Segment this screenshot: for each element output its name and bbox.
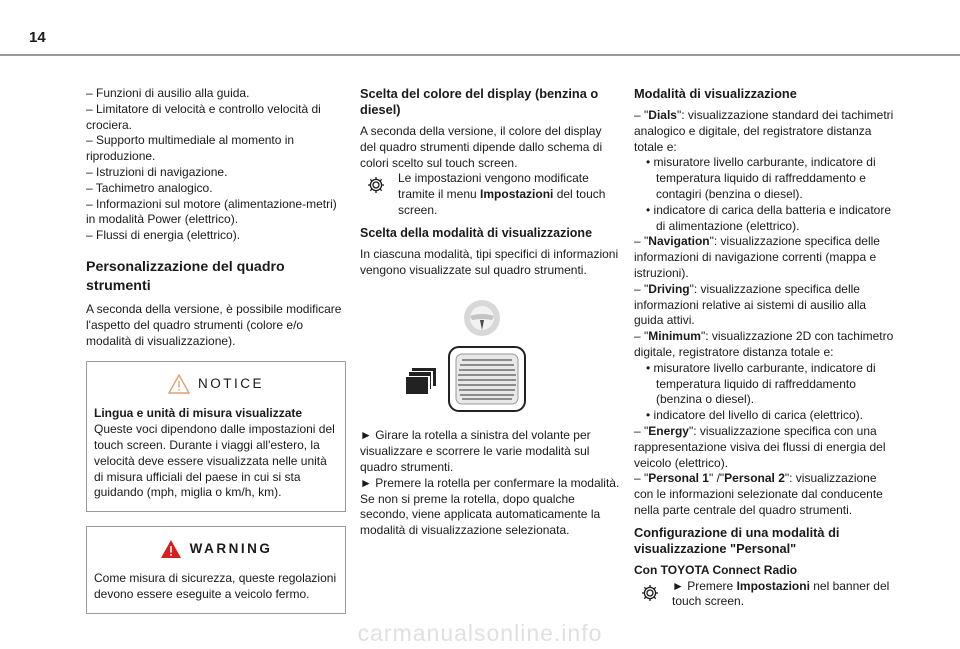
section-heading: Configurazione di una modalità di visualizzazione "Personal": [634, 524, 840, 556]
paragraph: Se non si preme la rotella, dopo qualche secondo, viene applicata automaticamente la modalità di visualizzazione selezionata.: [360, 491, 601, 538]
column-3: [634, 86, 896, 616]
mode-driving: – "Driving": visualizzazione specifica delle informazioni relative ai sistemi di ausilio alla guida attivi.: [634, 281, 867, 328]
watermark: carmanualsonline.info: [357, 620, 603, 646]
gear-icon: [640, 583, 660, 603]
list-item: – Istruzioni di navigazione.: [86, 164, 228, 179]
list-item: – Limitatore di velocità e controllo velocità di crociera.: [86, 101, 321, 132]
notice-icon: [168, 374, 190, 394]
list-item: – Supporto multimediale al momento in riproduzione.: [86, 133, 295, 164]
mode-dials: – "Dials": visualizzazione standard dei tachimetri analogico e digitale, del registratore distanza totale e:: [634, 108, 894, 154]
mode-personal: – "Personal 1" /"Personal 2": visualizzazione con le informazioni selezionate dal conducente nella parte centrale del quadro strumenti.: [634, 471, 883, 517]
control-illustration: [360, 288, 620, 416]
list-item: – Tachimetro analogico.: [86, 180, 213, 195]
header-rule: [0, 54, 960, 56]
notice-box: [86, 361, 346, 512]
notice-text: Queste voci dipendono dalle impostazioni del touch screen. Durante i viaggi all'estero, la velocità deve essere visualizzata nelle unità di misura ufficiali del paese in cui si sta guidando (mph, miglia o km/h, km).: [94, 422, 335, 500]
bullet-item: • misuratore livello carburante, indicatore di temperatura liquido di raffreddamento e contagiri (benzina o diesel).: [646, 155, 876, 201]
paragraph: A seconda della versione, è possibile modificare l'aspetto del quadro strumenti (colore e/o modalità di visualizzazione).: [86, 301, 342, 348]
mode-minimum: – "Minimum": visualizzazione 2D con tachimetro digitale, registratore distanza totale e:: [634, 329, 894, 359]
section-heading: Personalizzazione del quadro strumenti: [86, 258, 285, 294]
page-number: 14: [29, 29, 46, 46]
bullet-item: • indicatore del livello di carica (elettrico).: [646, 408, 863, 423]
bullet-item: • indicatore di carica della batteria e indicatore di alimentazione (elettrico).: [646, 202, 892, 233]
paragraph: A seconda della versione, il colore del display del quadro strumenti dipende dallo schema di colori scelto sul touch screen.: [360, 124, 603, 170]
subheading: Con TOYOTA Connect Radio: [634, 562, 798, 577]
steering-wheel-icon: [462, 298, 502, 338]
thumbwheel-icon: [448, 346, 526, 412]
settings-note: Le impostazioni vengono modificate tramite il menu Impostazioni del touch screen.: [360, 171, 620, 218]
column-1: [86, 86, 346, 614]
settings-step: ► Premere Impostazioni nel banner del touch screen.: [634, 579, 896, 611]
mode-energy: – "Energy": visualizzazione specifica con una rappresentazione visiva dei flussi di energia del veicolo (elettrico).: [634, 423, 886, 470]
display-mode-icon: [406, 368, 436, 394]
section-heading: Modalità di visualizzazione: [634, 86, 797, 101]
warning-text: Come misura di sicurezza, queste regolazioni devono essere eseguite a veicolo fermo.: [94, 571, 337, 601]
notice-subtitle: Lingua e unità di misura visualizzate: [94, 406, 303, 421]
list-item: – Funzioni di ausilio alla guida.: [86, 86, 250, 100]
step: ► Girare la rotella a sinistra del volante per visualizzare e scorrere le varie modalità sul quadro strumenti.: [360, 428, 591, 474]
section-heading: Scelta della modalità di visualizzazione: [360, 225, 593, 240]
step: ► Premere la rotella per confermare la modalità.: [360, 475, 620, 490]
warning-title: WARNING: [189, 541, 273, 557]
bullet-item: • misuratore livello carburante, indicatore di temperatura liquido di raffreddamento (benzina o diesel).: [646, 360, 876, 407]
list-item: – Informazioni sul motore (alimentazione-metri) in modalità Power (elettrico).: [86, 196, 337, 227]
notice-title: NOTICE: [197, 376, 264, 392]
warning-box: [86, 526, 346, 614]
gear-icon: [366, 175, 386, 195]
warning-icon: [160, 539, 182, 559]
column-2: [360, 86, 620, 545]
section-heading: Scelta del colore del display (benzina o diesel): [360, 86, 599, 117]
mode-navigation: – "Navigation": visualizzazione specifica delle informazioni di navigazione correnti (mappa e istruzioni).: [634, 234, 880, 280]
paragraph: In ciascuna modalità, tipi specifici di informazioni vengono visualizzate sul quadro strumenti.: [360, 246, 619, 277]
list-item: – Flussi di energia (elettrico).: [86, 228, 241, 243]
